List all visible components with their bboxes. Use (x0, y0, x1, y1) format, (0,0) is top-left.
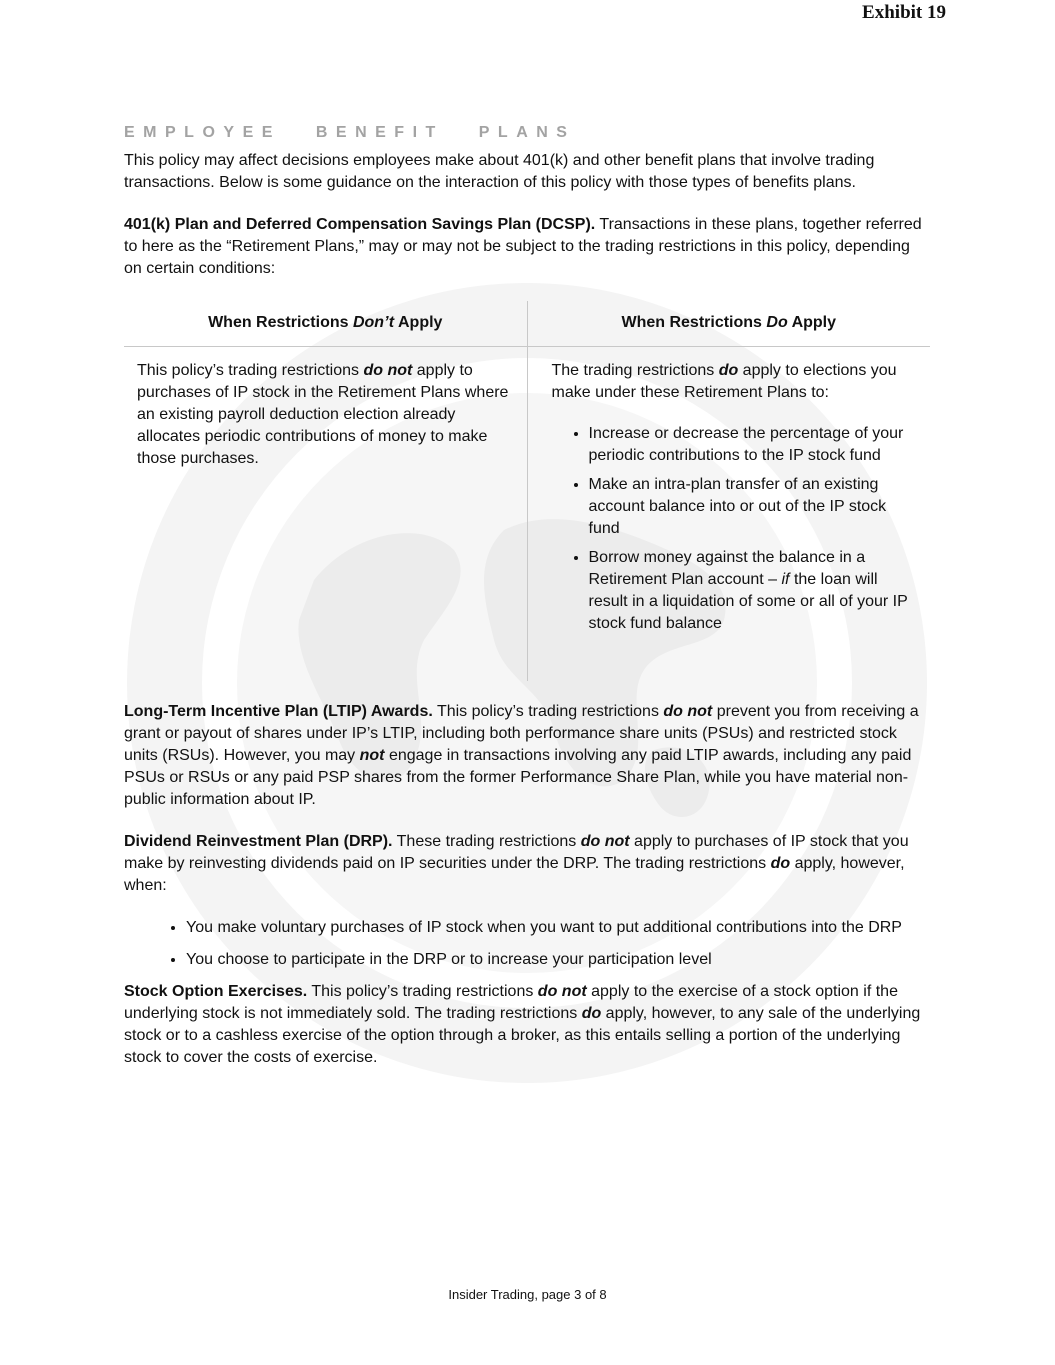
item-emphasis: if (781, 571, 790, 588)
para-text: prevent you from receiving a grant or payout of shares under IP’s LTIP, including both performance share units (PSUs) and restricted stock units (RSUs). However, you may (124, 703, 919, 764)
para-emphasis: do not (580, 833, 630, 850)
para-emphasis: do (581, 1005, 602, 1022)
para-emphasis: do not (663, 703, 713, 720)
header-text: When Restrictions (208, 314, 353, 331)
para-text: apply, however, to any sale of the underlying stock or to a cashless exercise of the option through a broker, as this entails selling a portion of the underlying stock to cover the costs of exercise. (124, 1005, 921, 1066)
drp-list (124, 917, 930, 971)
do-apply-list (552, 423, 918, 635)
para-text: engage in transactions involving any paid LTIP awards, including any paid PSUs or RSUs or any paid PSP shares from the former Performance Share Plan, while you have material non-public information about IP. (124, 747, 912, 808)
restrictions-table (124, 301, 930, 681)
para-text: This policy’s trading restrictions (307, 983, 538, 1000)
retirement-paragraph (124, 214, 930, 280)
header-emphasis: Do (766, 314, 788, 331)
list-item: • Make an intra-plan transfer of an existing account balance into or out of the IP stock fund (589, 474, 918, 540)
list-item: • You make voluntary purchases of IP stock when you want to put additional contributions into the DRP (186, 917, 930, 939)
section-title: EMPLOYEE BENEFIT PLANS (124, 124, 576, 141)
stock-lead: Stock Option Exercises. (124, 983, 308, 1000)
para-text: This policy’s trading restrictions (432, 703, 664, 720)
retirement-text: Transactions in these plans, together referred to here as the “Retirement Plans,” may or may not be subject to the trading restrictions in this policy, depending on certain conditions: (124, 216, 922, 277)
dont-apply-text (137, 360, 514, 470)
header-text: When Restrictions (621, 314, 767, 331)
page-content (124, 124, 930, 1069)
list-item (589, 547, 918, 635)
retirement-lead: 401(k) Plan and Deferred Compensation Savings Plan (DCSP). (124, 216, 596, 233)
para-text: apply, however, when: (124, 855, 905, 894)
dont-apply-cell (124, 347, 527, 681)
item-text: the loan will result in a liquidation of some or all of your IP stock fund balance (588, 571, 908, 632)
list-item: • Increase or decrease the percentage of your periodic contributions to the IP stock fund (589, 423, 918, 467)
drp-paragraph (124, 831, 930, 897)
list-item: • You choose to participate in the DRP or to increase your participation level (186, 949, 930, 971)
dont-apply-column (124, 301, 527, 681)
para-emphasis: do not (537, 983, 587, 1000)
para-text: These trading restrictions (392, 833, 581, 850)
ltip-paragraph (124, 701, 930, 811)
cell-text: The trading restrictions (551, 362, 719, 379)
cell-text: apply to purchases of IP stock in the Retirement Plans where an existing payroll deduction election already allocates periodic contributions of money to make those purchases. (137, 362, 509, 467)
cell-emphasis: do not (363, 362, 413, 379)
header-text: Apply (787, 314, 837, 331)
intro-paragraph: This policy may affect decisions employees make about 401(k) and other benefit plans that involve trading transactions. Below is some guidance on the interaction of this policy with those types of benefits plans. (124, 152, 875, 191)
cell-text: apply to elections you make under these Retirement Plans to: (551, 362, 897, 401)
para-emphasis: do (770, 855, 791, 872)
do-apply-header (528, 301, 931, 347)
header-emphasis: Don’t (352, 314, 395, 331)
para-emphasis: not (359, 747, 385, 764)
cell-text: This policy’s trading restrictions (137, 362, 364, 379)
stock-paragraph (124, 981, 930, 1069)
do-apply-cell (528, 347, 931, 681)
do-apply-text (552, 360, 918, 404)
exhibit-label: Exhibit 19 (862, 2, 946, 23)
item-text: Borrow money against the balance in a Retirement Plan account – (588, 549, 866, 588)
header-text: Apply (394, 314, 443, 331)
ltip-lead: Long-Term Incentive Plan (LTIP) Awards. (124, 703, 433, 720)
dont-apply-header (124, 301, 527, 347)
do-apply-column (527, 301, 931, 681)
para-text: apply to the exercise of a stock option if the underlying stock is not immediately sold. The trading restrictions (124, 983, 898, 1022)
cell-emphasis: do (718, 362, 739, 379)
para-text: apply to purchases of IP stock that you make by reinvesting dividends paid on IP securities under the DRP. The trading restrictions (124, 833, 909, 872)
drp-lead: Dividend Reinvestment Plan (DRP). (124, 833, 393, 850)
page-footer: Insider Trading, page 3 of 8 (448, 1287, 607, 1302)
